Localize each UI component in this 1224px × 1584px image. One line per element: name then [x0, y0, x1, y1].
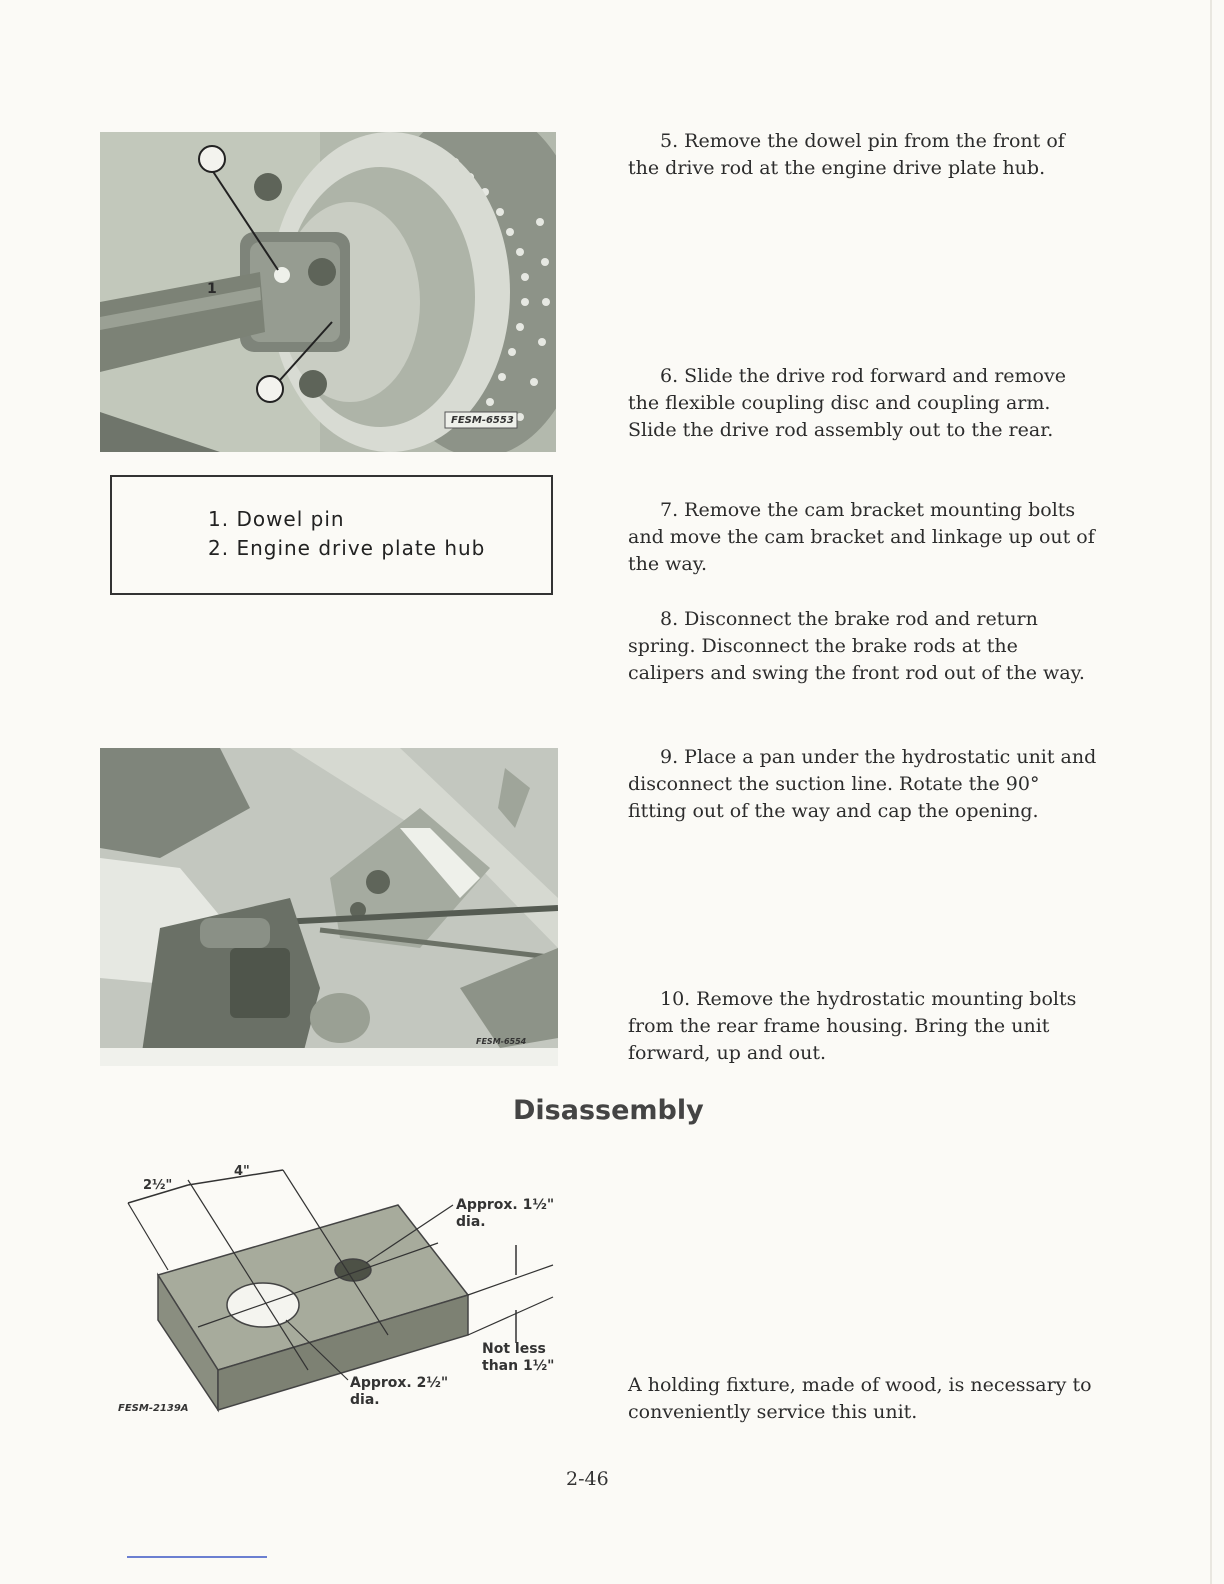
page-edge — [1210, 0, 1212, 1584]
callout-1-number: 1 — [207, 281, 217, 297]
figure2-id: FESM-6554 — [476, 1037, 527, 1046]
step-7: 7. Remove the cam bracket mounting bolts and move the cam bracket and linkage up out of the way. — [628, 499, 1095, 575]
section-title-disassembly: Disassembly — [513, 1095, 704, 1126]
figure1-legend-box — [110, 475, 553, 595]
page-number: 2-46 — [566, 1468, 609, 1490]
figure-linkage-photo — [100, 748, 558, 1066]
fixture-note: A holding fixture, made of wood, is necessary to conveniently service this unit. — [628, 1374, 1092, 1423]
figure3-id: FESM-2139A — [118, 1403, 189, 1414]
large-hole-dia-label: dia. — [350, 1392, 380, 1408]
footer-rule — [127, 1556, 267, 1558]
step-6: 6. Slide the drive rod forward and remove the flexible coupling disc and coupling arm. Slide the drive rod assembly out to the rear. — [628, 365, 1066, 441]
thickness-label: Not less — [482, 1341, 546, 1357]
legend-item-dowel-pin: 1. Dowel pin — [208, 507, 345, 531]
step-9: 9. Place a pan under the hydrostatic unit and disconnect the suction line. Rotate the 90° fitting out of the way and cap the opening. — [628, 746, 1097, 822]
linkage-illustration — [100, 748, 558, 1066]
drive-plate-illustration — [100, 132, 556, 452]
legend-item-engine-drive-plate-hub: 2. Engine drive plate hub — [208, 536, 486, 560]
figure1-id: FESM-6553 — [451, 415, 514, 426]
figure-holding-fixture-drawing — [108, 1145, 558, 1425]
large-hole-label: Approx. 2½" — [350, 1375, 449, 1391]
figure1-legend-list — [208, 505, 485, 563]
dim-width-label: 2½" — [143, 1178, 173, 1193]
small-hole-dia-label: dia. — [456, 1214, 486, 1230]
step-8: 8. Disconnect the brake rod and return spring. Disconnect the brake rods at the calipers and swing the front rod out of the way. — [628, 608, 1085, 684]
small-hole-label: Approx. 1½" — [456, 1197, 555, 1213]
callout-1-marker — [199, 146, 225, 172]
dim-spacing-label: 4" — [234, 1164, 250, 1179]
thickness-value-label: than 1½" — [482, 1358, 555, 1374]
holding-fixture-illustration — [108, 1145, 558, 1425]
figure-drive-plate-photo — [100, 132, 556, 452]
callout-2-marker — [257, 376, 283, 402]
step-10: 10. Remove the hydrostatic mounting bolts from the rear frame housing. Bring the unit forward, up and out. — [628, 988, 1077, 1064]
step-5: 5. Remove the dowel pin from the front of the drive rod at the engine drive plate hub. — [628, 130, 1065, 179]
